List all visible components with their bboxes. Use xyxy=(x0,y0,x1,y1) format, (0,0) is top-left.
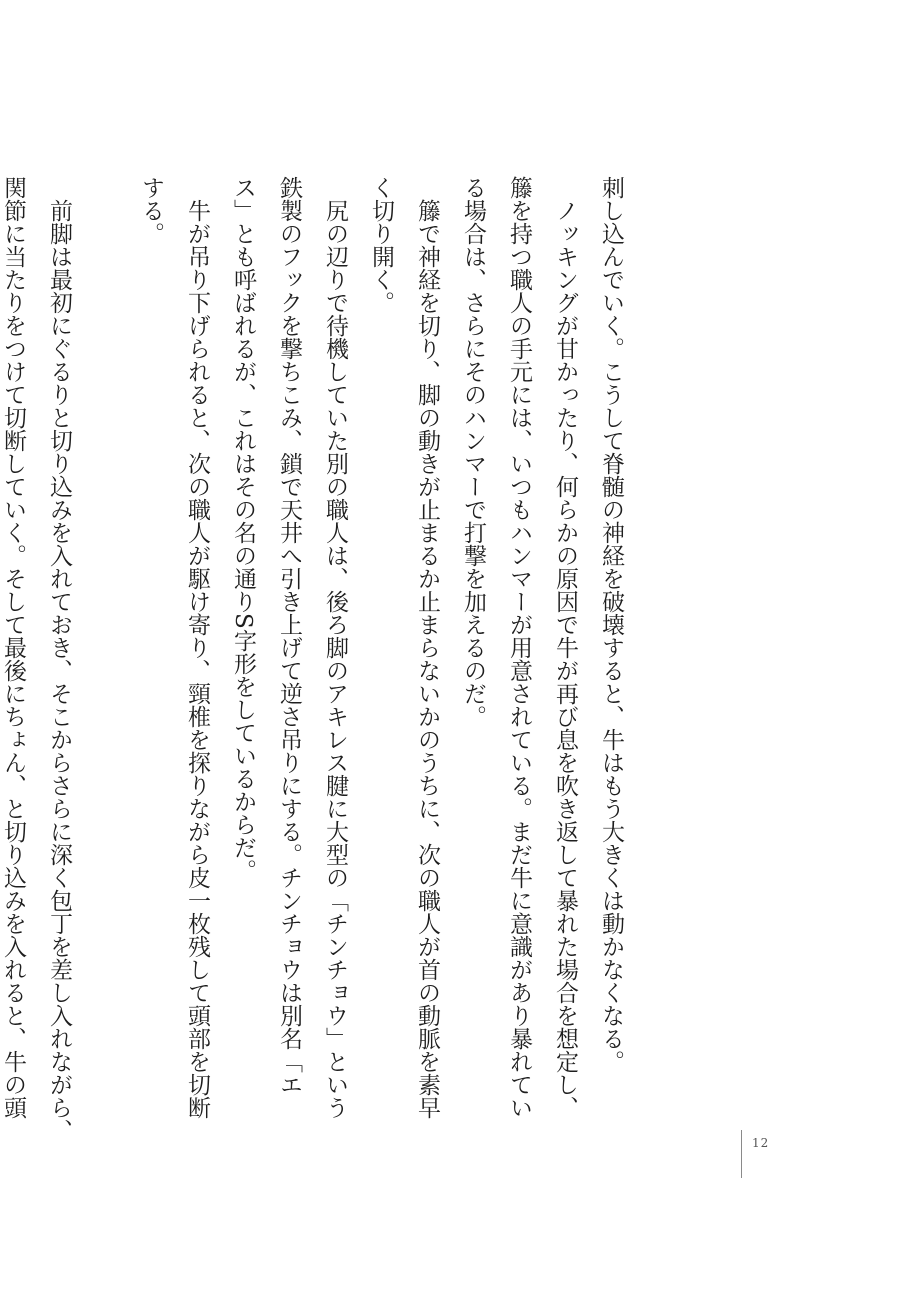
section-gap xyxy=(82,176,128,1088)
text-line: 前脚は最初にぐるりと切り込みを入れておき、そこからさらに深く包丁を差し入れながら、 xyxy=(46,176,72,1142)
vertical-text-body xyxy=(0,176,634,1142)
text-line: 籐で神経を切り、脚の動きが止まるか止まらないかのうちに、次の職人が首の動脈を素早 xyxy=(414,176,440,1119)
text-line: く切り開く。 xyxy=(368,176,394,314)
text-line: 牛が吊り下げられると、次の職人が駆け寄り、頸椎を探りながら皮一枚残して頭部を切断 xyxy=(184,176,210,1119)
text-line: ス」とも呼ばれるが、これはその名の通りS字形をしているからだ。 xyxy=(230,176,256,882)
text-line: する。 xyxy=(138,176,164,245)
text-line: ノッキングが甘かったり、何らかの原因で牛が再び息を吹き返して暴れた場合を想定し、 xyxy=(552,176,578,1119)
text-line: 籐を持つ職人の手元には、いつもハンマーが用意されている。まだ牛に意識があり暴れてい xyxy=(506,176,532,1119)
page-number: 12 xyxy=(752,1136,770,1150)
text-line: 尻の辺りで待機していた別の職人は、後ろ脚のアキレス腱に大型の「チンチョウ」という xyxy=(322,176,348,1119)
text-line: る場合は、さらにそのハンマーで打撃を加えるのだ。 xyxy=(460,176,486,728)
footer-divider xyxy=(741,1130,742,1178)
text-line: 関節に当たりをつけて切断していく。そして最後にちょん、と切り込みを入れると、牛の頭 xyxy=(0,176,26,1119)
text-line: 刺し込んでいく。こうして脊髄の神経を破壊すると、牛はもう大きくは動かなくなる。 xyxy=(598,176,624,1073)
text-line: 鉄製のフックを撃ちこみ、鎖で天井へ引き上げて逆さ吊りにする。チンチョウは別名「エ xyxy=(276,176,302,1096)
